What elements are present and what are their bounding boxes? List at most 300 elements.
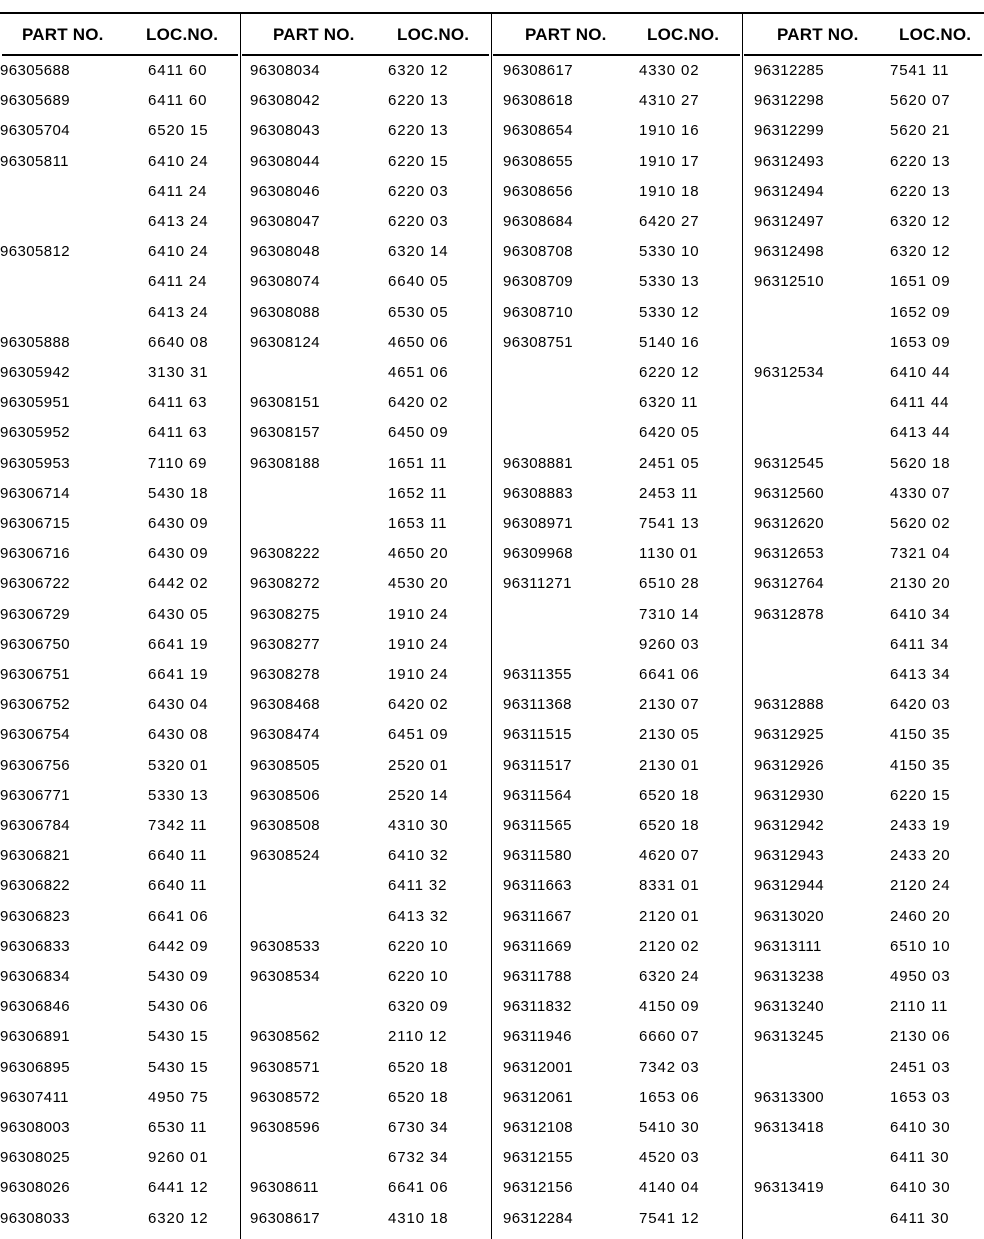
part-number-cell: 96312878 bbox=[754, 605, 824, 623]
header-loc-no: LOC.NO. bbox=[397, 25, 470, 44]
location-number-cell: 5430 18 bbox=[148, 484, 209, 502]
location-number-cell: 6320 11 bbox=[639, 394, 699, 412]
part-number-cell: 96308524 bbox=[250, 847, 320, 865]
part-number-cell: 96312284 bbox=[503, 1209, 573, 1227]
part-number-cell: 96306756 bbox=[0, 756, 70, 774]
location-number-cell: 5430 09 bbox=[148, 968, 209, 985]
part-number-cell: 96306752 bbox=[0, 696, 70, 714]
part-number-cell: 96308710 bbox=[503, 303, 573, 321]
header-part-no: PART NO. bbox=[22, 25, 104, 44]
location-number-cell: 5330 12 bbox=[639, 303, 700, 321]
location-number-cell: 6430 08 bbox=[148, 726, 209, 744]
location-number-cell: 1910 16 bbox=[639, 122, 700, 140]
part-number-cell: 96305942 bbox=[0, 364, 70, 381]
part-number-cell: 96312534 bbox=[754, 364, 824, 381]
header-rule bbox=[493, 54, 740, 56]
part-number-cell: 96312155 bbox=[503, 1149, 573, 1167]
location-number-cell: 6420 27 bbox=[639, 213, 700, 230]
location-number-cell: 6410 32 bbox=[388, 847, 449, 865]
part-number-cell: 96306722 bbox=[0, 575, 70, 593]
location-number-cell: 4310 30 bbox=[388, 817, 449, 834]
part-number-cell: 96308088 bbox=[250, 303, 320, 321]
part-number-cell: 96308508 bbox=[250, 817, 320, 834]
part-number-cell: 96312653 bbox=[754, 545, 824, 563]
location-number-cell: 6441 12 bbox=[148, 1179, 209, 1197]
part-number-cell: 96305688 bbox=[0, 62, 70, 79]
location-number-cell: 5430 15 bbox=[148, 1028, 209, 1046]
part-number-cell: 96312299 bbox=[754, 122, 824, 140]
part-number-cell: 96312926 bbox=[754, 756, 824, 774]
location-number-cell: 4150 09 bbox=[639, 998, 700, 1016]
part-number-cell: 96306834 bbox=[0, 968, 70, 985]
location-number-cell: 6641 06 bbox=[639, 666, 700, 683]
part-number-cell: 96312925 bbox=[754, 726, 824, 744]
part-number-cell: 96308596 bbox=[250, 1119, 320, 1136]
location-number-cell: 7321 04 bbox=[890, 545, 951, 563]
part-number-cell: 96312498 bbox=[754, 243, 824, 261]
location-number-cell: 6411 30 bbox=[890, 1209, 950, 1227]
location-number-cell: 6410 30 bbox=[890, 1179, 951, 1197]
location-number-cell: 6660 07 bbox=[639, 1028, 700, 1046]
part-number-cell: 96308277 bbox=[250, 635, 320, 653]
part-number-cell: 96312942 bbox=[754, 817, 824, 834]
part-number-cell: 96308571 bbox=[250, 1058, 320, 1076]
location-number-cell: 7342 11 bbox=[148, 817, 208, 834]
location-number-cell: 6640 11 bbox=[148, 847, 208, 865]
part-number-cell: 96312944 bbox=[754, 877, 824, 895]
location-number-cell: 5330 10 bbox=[639, 243, 700, 261]
location-number-cell: 4530 20 bbox=[388, 575, 449, 593]
part-number-cell: 96306823 bbox=[0, 907, 70, 925]
location-number-cell: 6220 13 bbox=[388, 122, 449, 140]
part-number-cell: 96311667 bbox=[503, 907, 572, 925]
location-number-cell: 6641 19 bbox=[148, 635, 209, 653]
part-number-cell: 96308026 bbox=[0, 1179, 70, 1197]
part-number-cell: 96308468 bbox=[250, 696, 320, 714]
location-number-cell: 6640 05 bbox=[388, 273, 449, 291]
location-number-cell: 6420 02 bbox=[388, 696, 449, 714]
part-number-cell: 96313240 bbox=[754, 998, 824, 1016]
location-number-cell: 6451 09 bbox=[388, 726, 449, 744]
location-number-cell: 4330 02 bbox=[639, 62, 700, 79]
location-number-cell: 5330 13 bbox=[148, 786, 209, 804]
part-number-cell: 96306754 bbox=[0, 726, 70, 744]
location-number-cell: 6430 09 bbox=[148, 545, 209, 563]
part-number-cell: 96308047 bbox=[250, 213, 320, 230]
location-number-cell: 7541 12 bbox=[639, 1209, 700, 1227]
part-number-cell: 96305811 bbox=[0, 152, 69, 170]
part-number-cell: 96313020 bbox=[754, 907, 824, 925]
part-number-cell: 96311788 bbox=[503, 968, 572, 985]
location-number-cell: 2433 19 bbox=[890, 817, 951, 834]
location-number-cell: 1653 06 bbox=[639, 1088, 700, 1106]
location-number-cell: 5620 18 bbox=[890, 454, 951, 472]
part-number-cell: 96312493 bbox=[754, 152, 824, 170]
location-number-cell: 6442 09 bbox=[148, 937, 209, 955]
location-number-cell: 6640 11 bbox=[148, 877, 208, 895]
part-number-cell: 96308709 bbox=[503, 273, 573, 291]
location-number-cell: 4650 06 bbox=[388, 333, 449, 351]
location-number-cell: 1652 09 bbox=[890, 303, 951, 321]
location-number-cell: 4950 75 bbox=[148, 1088, 209, 1106]
location-number-cell: 6410 24 bbox=[148, 243, 209, 261]
header-loc-no: LOC.NO. bbox=[146, 25, 219, 44]
part-number-cell: 96308617 bbox=[250, 1209, 320, 1227]
location-number-cell: 2130 06 bbox=[890, 1028, 951, 1046]
part-number-cell: 96312560 bbox=[754, 484, 824, 502]
location-number-cell: 1652 11 bbox=[388, 484, 448, 502]
part-number-cell: 96308881 bbox=[503, 454, 573, 472]
part-number-cell: 96311271 bbox=[503, 575, 572, 593]
part-number-cell: 96305951 bbox=[0, 394, 70, 412]
location-number-cell: 3130 31 bbox=[148, 364, 209, 381]
location-number-cell: 6413 32 bbox=[388, 907, 449, 925]
location-number-cell: 6411 30 bbox=[890, 1149, 950, 1167]
location-number-cell: 6413 24 bbox=[148, 213, 209, 230]
part-number-cell: 96308618 bbox=[503, 92, 573, 110]
part-number-cell: 96308656 bbox=[503, 182, 573, 200]
location-number-cell: 6410 44 bbox=[890, 364, 951, 381]
part-number-cell: 96311368 bbox=[503, 696, 572, 714]
location-number-cell: 5620 07 bbox=[890, 92, 951, 110]
location-number-cell: 6411 24 bbox=[148, 182, 208, 200]
location-number-cell: 2433 20 bbox=[890, 847, 951, 865]
part-number-cell: 96308034 bbox=[250, 62, 320, 79]
location-number-cell: 6411 63 bbox=[148, 424, 208, 442]
location-number-cell: 6411 63 bbox=[148, 394, 208, 412]
location-number-cell: 6420 05 bbox=[639, 424, 700, 442]
location-number-cell: 1653 03 bbox=[890, 1088, 951, 1106]
part-number-cell: 96313245 bbox=[754, 1028, 824, 1046]
location-number-cell: 7310 14 bbox=[639, 605, 700, 623]
location-number-cell: 6320 12 bbox=[890, 213, 951, 230]
part-number-cell: 96308025 bbox=[0, 1149, 70, 1167]
location-number-cell: 4651 06 bbox=[388, 364, 449, 381]
part-number-cell: 96308074 bbox=[250, 273, 320, 291]
part-number-cell: 96308275 bbox=[250, 605, 320, 623]
location-number-cell: 5410 30 bbox=[639, 1119, 700, 1136]
location-number-cell: 6220 13 bbox=[890, 152, 951, 170]
part-number-cell: 96308655 bbox=[503, 152, 573, 170]
part-number-cell: 96308654 bbox=[503, 122, 573, 140]
location-number-cell: 9260 03 bbox=[639, 635, 700, 653]
part-number-cell: 96305689 bbox=[0, 92, 70, 110]
part-number-cell: 96306771 bbox=[0, 786, 70, 804]
location-number-cell: 5620 02 bbox=[890, 515, 951, 532]
part-number-cell: 96312497 bbox=[754, 213, 824, 230]
part-number-cell: 96305953 bbox=[0, 454, 70, 472]
location-number-cell: 6220 13 bbox=[388, 92, 449, 110]
part-number-cell: 96313418 bbox=[754, 1119, 824, 1136]
part-number-cell: 96311832 bbox=[503, 998, 572, 1016]
location-number-cell: 4150 35 bbox=[890, 726, 951, 744]
location-number-cell: 6442 02 bbox=[148, 575, 209, 593]
location-number-cell: 2120 01 bbox=[639, 907, 700, 925]
location-number-cell: 2451 03 bbox=[890, 1058, 951, 1076]
part-number-cell: 96305704 bbox=[0, 122, 70, 140]
location-number-cell: 2451 05 bbox=[639, 454, 700, 472]
part-number-cell: 96306715 bbox=[0, 515, 70, 532]
location-number-cell: 6520 18 bbox=[388, 1088, 449, 1106]
location-number-cell: 8331 01 bbox=[639, 877, 700, 895]
location-number-cell: 7110 69 bbox=[148, 454, 208, 472]
location-number-cell: 7541 11 bbox=[890, 62, 950, 79]
part-number-cell: 96308617 bbox=[503, 62, 573, 79]
location-number-cell: 6220 10 bbox=[388, 968, 449, 985]
header-rule bbox=[242, 54, 489, 56]
part-number-cell: 96308562 bbox=[250, 1028, 320, 1046]
location-number-cell: 1653 09 bbox=[890, 333, 951, 351]
location-number-cell: 6411 24 bbox=[148, 273, 208, 291]
part-number-cell: 96308534 bbox=[250, 968, 320, 985]
location-number-cell: 2130 01 bbox=[639, 756, 700, 774]
location-number-cell: 2453 11 bbox=[639, 484, 699, 502]
part-number-cell: 96313300 bbox=[754, 1088, 824, 1106]
location-number-cell: 4150 35 bbox=[890, 756, 951, 774]
part-number-cell: 96311564 bbox=[503, 786, 572, 804]
location-number-cell: 2120 24 bbox=[890, 877, 951, 895]
location-number-cell: 6641 06 bbox=[148, 907, 209, 925]
location-number-cell: 6410 34 bbox=[890, 605, 951, 623]
location-number-cell: 2130 07 bbox=[639, 696, 700, 714]
part-number-cell: 96308684 bbox=[503, 213, 573, 230]
part-number-cell: 96308042 bbox=[250, 92, 320, 110]
part-number-cell: 96309968 bbox=[503, 545, 573, 563]
location-number-cell: 9260 01 bbox=[148, 1149, 209, 1167]
part-number-cell: 96308151 bbox=[250, 394, 320, 412]
header-rule bbox=[2, 54, 238, 56]
location-number-cell: 6411 34 bbox=[890, 635, 950, 653]
header-rule bbox=[744, 54, 982, 56]
location-number-cell: 6640 08 bbox=[148, 333, 209, 351]
location-number-cell: 6520 15 bbox=[148, 122, 209, 140]
location-number-cell: 6413 44 bbox=[890, 424, 951, 442]
location-number-cell: 6411 60 bbox=[148, 92, 208, 110]
location-number-cell: 2130 05 bbox=[639, 726, 700, 744]
part-number-cell: 96308505 bbox=[250, 756, 320, 774]
part-number-cell: 96311355 bbox=[503, 666, 572, 683]
part-number-cell: 96307411 bbox=[0, 1088, 69, 1106]
part-number-cell: 96306821 bbox=[0, 847, 70, 865]
part-number-cell: 96312061 bbox=[503, 1088, 573, 1106]
part-number-cell: 96308708 bbox=[503, 243, 573, 261]
part-number-cell: 96308611 bbox=[250, 1179, 319, 1197]
part-number-cell: 96312001 bbox=[503, 1058, 573, 1076]
location-number-cell: 1910 24 bbox=[388, 635, 449, 653]
part-number-cell: 96312620 bbox=[754, 515, 824, 532]
part-number-cell: 96306784 bbox=[0, 817, 70, 834]
location-number-cell: 6410 30 bbox=[890, 1119, 951, 1136]
part-number-cell: 96306716 bbox=[0, 545, 70, 563]
location-number-cell: 1130 01 bbox=[639, 545, 699, 563]
location-number-cell: 1653 11 bbox=[388, 515, 448, 532]
location-number-cell: 6220 15 bbox=[388, 152, 449, 170]
location-number-cell: 2130 20 bbox=[890, 575, 951, 593]
location-number-cell: 6420 03 bbox=[890, 696, 951, 714]
part-number-cell: 96306822 bbox=[0, 877, 70, 895]
part-number-cell: 96308272 bbox=[250, 575, 320, 593]
part-number-cell: 96312108 bbox=[503, 1119, 573, 1136]
location-number-cell: 4620 07 bbox=[639, 847, 700, 865]
part-number-cell: 96311663 bbox=[503, 877, 572, 895]
part-number-cell: 96312510 bbox=[754, 273, 824, 291]
column-separator bbox=[491, 12, 492, 1239]
part-number-cell: 96312285 bbox=[754, 62, 824, 79]
location-number-cell: 2120 02 bbox=[639, 937, 700, 955]
part-number-cell: 96305888 bbox=[0, 333, 70, 351]
part-number-cell: 96306751 bbox=[0, 666, 70, 683]
part-number-cell: 96308533 bbox=[250, 937, 320, 955]
location-number-cell: 1910 24 bbox=[388, 666, 449, 683]
header-part-no: PART NO. bbox=[777, 25, 859, 44]
part-number-cell: 96311565 bbox=[503, 817, 572, 834]
location-number-cell: 6413 24 bbox=[148, 303, 209, 321]
location-number-cell: 2520 14 bbox=[388, 786, 449, 804]
location-number-cell: 6220 15 bbox=[890, 786, 951, 804]
part-number-cell: 96312930 bbox=[754, 786, 824, 804]
location-number-cell: 6430 04 bbox=[148, 696, 209, 714]
part-number-cell: 96306846 bbox=[0, 998, 70, 1016]
table-top-rule bbox=[0, 12, 984, 14]
location-number-cell: 6510 28 bbox=[639, 575, 700, 593]
part-number-cell: 96305952 bbox=[0, 424, 70, 442]
location-number-cell: 6510 10 bbox=[890, 937, 951, 955]
part-number-cell: 96308222 bbox=[250, 545, 320, 563]
part-number-cell: 96308048 bbox=[250, 243, 320, 261]
part-number-cell: 96311669 bbox=[503, 937, 572, 955]
part-number-cell: 96308971 bbox=[503, 515, 573, 532]
location-number-cell: 4950 03 bbox=[890, 968, 951, 985]
part-number-cell: 96308506 bbox=[250, 786, 320, 804]
part-number-cell: 96308751 bbox=[503, 333, 573, 351]
location-number-cell: 5620 21 bbox=[890, 122, 951, 140]
location-number-cell: 6320 24 bbox=[639, 968, 700, 985]
location-number-cell: 6530 11 bbox=[148, 1119, 208, 1136]
part-number-cell: 96308883 bbox=[503, 484, 573, 502]
part-number-cell: 96306729 bbox=[0, 605, 70, 623]
location-number-cell: 2110 12 bbox=[388, 1028, 448, 1046]
location-number-cell: 4310 27 bbox=[639, 92, 700, 110]
header-loc-no: LOC.NO. bbox=[899, 25, 972, 44]
location-number-cell: 6320 12 bbox=[148, 1209, 209, 1227]
location-number-cell: 2110 11 bbox=[890, 998, 949, 1016]
column-separator bbox=[742, 12, 743, 1239]
part-number-cell: 96312888 bbox=[754, 696, 824, 714]
location-number-cell: 4310 18 bbox=[388, 1209, 449, 1227]
location-number-cell: 6732 34 bbox=[388, 1149, 449, 1167]
location-number-cell: 6411 60 bbox=[148, 62, 208, 79]
header-part-no: PART NO. bbox=[273, 25, 355, 44]
location-number-cell: 1651 11 bbox=[388, 454, 448, 472]
location-number-cell: 6420 02 bbox=[388, 394, 449, 412]
location-number-cell: 6220 13 bbox=[890, 182, 951, 200]
part-number-cell: 96308124 bbox=[250, 333, 320, 351]
part-number-cell: 96312764 bbox=[754, 575, 824, 593]
location-number-cell: 1910 24 bbox=[388, 605, 449, 623]
part-number-cell: 96306714 bbox=[0, 484, 70, 502]
header-loc-no: LOC.NO. bbox=[647, 25, 720, 44]
location-number-cell: 6220 12 bbox=[639, 364, 700, 381]
location-number-cell: 2520 01 bbox=[388, 756, 449, 774]
location-number-cell: 6520 18 bbox=[639, 817, 700, 834]
part-number-cell: 96313419 bbox=[754, 1179, 824, 1197]
location-number-cell: 6730 34 bbox=[388, 1119, 449, 1136]
header-part-no: PART NO. bbox=[525, 25, 607, 44]
location-number-cell: 6411 32 bbox=[388, 877, 448, 895]
location-number-cell: 7342 03 bbox=[639, 1058, 700, 1076]
part-number-cell: 96306750 bbox=[0, 635, 70, 653]
location-number-cell: 4330 07 bbox=[890, 484, 951, 502]
part-number-cell: 96308278 bbox=[250, 666, 320, 683]
location-number-cell: 1651 09 bbox=[890, 273, 951, 291]
part-number-cell: 96311515 bbox=[503, 726, 572, 744]
part-number-cell: 96312943 bbox=[754, 847, 824, 865]
location-number-cell: 6320 09 bbox=[388, 998, 449, 1016]
location-number-cell: 6411 44 bbox=[890, 394, 950, 412]
part-number-cell: 96308572 bbox=[250, 1088, 320, 1106]
location-number-cell: 5430 15 bbox=[148, 1058, 209, 1076]
part-number-cell: 96312494 bbox=[754, 182, 824, 200]
location-number-cell: 6530 05 bbox=[388, 303, 449, 321]
location-number-cell: 6520 18 bbox=[388, 1058, 449, 1076]
part-number-cell: 96308044 bbox=[250, 152, 320, 170]
part-number-cell: 96308188 bbox=[250, 454, 320, 472]
part-number-cell: 96308157 bbox=[250, 424, 320, 442]
part-number-cell: 96308043 bbox=[250, 122, 320, 140]
location-number-cell: 4650 20 bbox=[388, 545, 449, 563]
location-number-cell: 6641 06 bbox=[388, 1179, 449, 1197]
part-number-cell: 96313111 bbox=[754, 937, 822, 955]
location-number-cell: 6320 14 bbox=[388, 243, 449, 261]
column-separator bbox=[240, 12, 241, 1239]
part-number-cell: 96311580 bbox=[503, 847, 572, 865]
location-number-cell: 6220 03 bbox=[388, 213, 449, 230]
part-number-cell: 96313238 bbox=[754, 968, 824, 985]
part-number-cell: 96311517 bbox=[503, 756, 572, 774]
location-number-cell: 5330 13 bbox=[639, 273, 700, 291]
location-number-cell: 6220 10 bbox=[388, 937, 449, 955]
part-number-cell: 96308033 bbox=[0, 1209, 70, 1227]
location-number-cell: 6410 24 bbox=[148, 152, 209, 170]
part-number-cell: 96308046 bbox=[250, 182, 320, 200]
location-number-cell: 2460 20 bbox=[890, 907, 951, 925]
location-number-cell: 5430 06 bbox=[148, 998, 209, 1016]
location-number-cell: 6430 09 bbox=[148, 515, 209, 532]
part-number-cell: 96311946 bbox=[503, 1028, 572, 1046]
location-number-cell: 6450 09 bbox=[388, 424, 449, 442]
location-number-cell: 6220 03 bbox=[388, 182, 449, 200]
part-number-cell: 96306891 bbox=[0, 1028, 70, 1046]
part-number-cell: 96312156 bbox=[503, 1179, 573, 1197]
location-number-cell: 1910 17 bbox=[639, 152, 700, 170]
part-number-cell: 96308474 bbox=[250, 726, 320, 744]
location-number-cell: 6641 19 bbox=[148, 666, 209, 683]
location-number-cell: 6520 18 bbox=[639, 786, 700, 804]
part-number-cell: 96306895 bbox=[0, 1058, 70, 1076]
part-number-cell: 96312298 bbox=[754, 92, 824, 110]
location-number-cell: 6413 34 bbox=[890, 666, 951, 683]
location-number-cell: 6320 12 bbox=[388, 62, 449, 79]
location-number-cell: 7541 13 bbox=[639, 515, 700, 532]
location-number-cell: 1910 18 bbox=[639, 182, 700, 200]
location-number-cell: 6320 12 bbox=[890, 243, 951, 261]
location-number-cell: 6430 05 bbox=[148, 605, 209, 623]
location-number-cell: 5320 01 bbox=[148, 756, 209, 774]
part-number-cell: 96308003 bbox=[0, 1119, 70, 1136]
location-number-cell: 4520 03 bbox=[639, 1149, 700, 1167]
part-number-cell: 96305812 bbox=[0, 243, 70, 261]
location-number-cell: 4140 04 bbox=[639, 1179, 700, 1197]
